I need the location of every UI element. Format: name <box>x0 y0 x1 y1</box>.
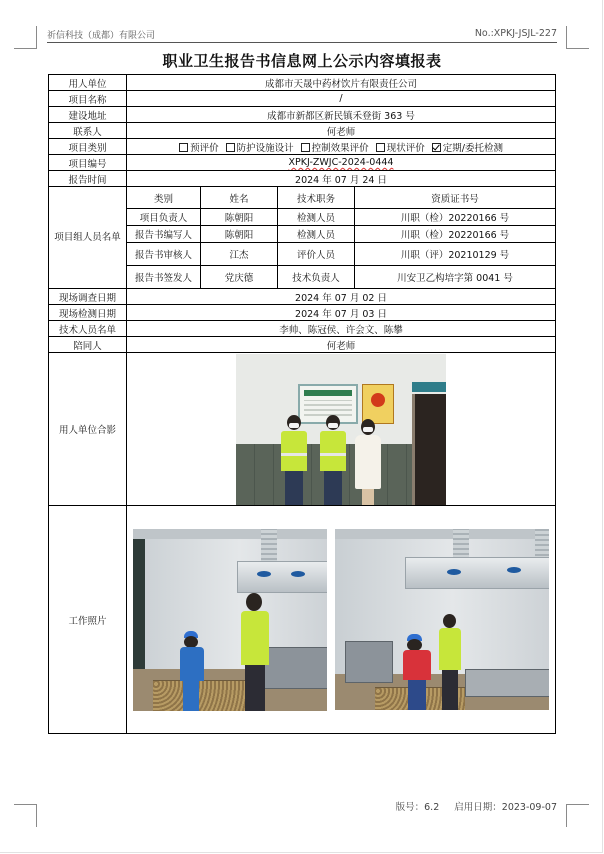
work-photos-cell <box>127 506 556 734</box>
project-no-text: XPKJ-ZWJC-2024-0444 <box>288 157 394 168</box>
crop-mark-top-left <box>14 26 37 49</box>
footer <box>384 799 557 813</box>
worker-figure <box>237 593 273 711</box>
team-role: 报告书审核人 <box>127 243 201 266</box>
value-project-no <box>127 155 556 171</box>
row-contact <box>49 123 556 139</box>
photo-poster <box>362 384 394 424</box>
category-option-pre-evaluation[interactable]: 预评价 <box>179 140 219 154</box>
info-table <box>48 74 556 734</box>
crop-mark-top-right <box>566 26 589 49</box>
row-project-no <box>49 155 556 171</box>
team-title: 检测人员 <box>278 226 355 243</box>
value-technicians: 李帅、陈冠侯、许会文、陈攀 <box>127 321 556 337</box>
category-option-status-evaluation[interactable]: 现状评价 <box>376 140 425 154</box>
team-header-title: 技术职务 <box>278 187 355 209</box>
photo-door <box>412 394 446 505</box>
value-companion: 何老师 <box>127 337 556 353</box>
checkbox-pre-evaluation[interactable] <box>179 143 188 152</box>
row-project-name <box>49 91 556 107</box>
label-contact: 联系人 <box>49 123 127 139</box>
label-test-date: 现场检测日期 <box>49 305 127 321</box>
team-role: 报告书编写人 <box>127 226 201 243</box>
crop-mark-bottom-left <box>14 804 37 827</box>
category-option-protection-design[interactable]: 防护设施设计 <box>226 140 294 154</box>
value-address: 成都市新都区新民镇禾登街 363 号 <box>127 107 556 123</box>
label-project-name: 项目名称 <box>49 91 127 107</box>
checkbox-protection-design[interactable] <box>226 143 235 152</box>
work-photo-1 <box>133 529 327 711</box>
team-title: 评价人员 <box>278 243 355 266</box>
work-photo-2 <box>335 529 549 710</box>
category-options <box>127 139 556 155</box>
checkbox-periodic-testing[interactable] <box>432 143 441 152</box>
team-header-row <box>49 187 556 209</box>
team-title: 技术负责人 <box>278 266 355 289</box>
team-title: 检测人员 <box>278 209 355 226</box>
label-category: 项目类别 <box>49 139 127 155</box>
team-cert: 川职（检）20220166 号 <box>355 226 556 243</box>
header-doc-number: No.:XPKJ-JSJL-227 <box>474 28 557 39</box>
team-name: 陈朝阳 <box>201 226 278 243</box>
row-companion <box>49 337 556 353</box>
label-employer: 用人单位 <box>49 75 127 91</box>
team-name: 陈朝阳 <box>201 209 278 226</box>
footer-version: 版号：6.2 <box>395 802 440 813</box>
row-employer <box>49 75 556 91</box>
value-test-date: 2024 年 07 月 03 日 <box>127 305 556 321</box>
team-role: 项目负责人 <box>127 209 201 226</box>
label-report-time: 报告时间 <box>49 171 127 187</box>
row-address <box>49 107 556 123</box>
row-work-photos <box>49 506 556 734</box>
value-report-time: 2024 年 07 月 24 日 <box>127 171 556 187</box>
label-companion: 陪同人 <box>49 337 127 353</box>
label-address: 建设地址 <box>49 107 127 123</box>
row-technicians <box>49 321 556 337</box>
worker-figure <box>179 631 205 711</box>
checkbox-status-evaluation[interactable] <box>376 143 385 152</box>
team-header-name: 姓名 <box>201 187 278 209</box>
row-test-date <box>49 305 556 321</box>
photo-person <box>280 415 308 505</box>
value-survey-date: 2024 年 07 月 02 日 <box>127 289 556 305</box>
header-company: 祈信科技（成都）有限公司 <box>47 31 156 41</box>
row-survey-date <box>49 289 556 305</box>
checkbox-control-effect[interactable] <box>301 143 310 152</box>
team-cert: 川安卫乙构培字第 0041 号 <box>355 266 556 289</box>
category-option-control-effect[interactable]: 控制效果评价 <box>301 140 369 154</box>
category-option-periodic-testing[interactable]: 定期/委托检测 <box>432 140 503 154</box>
photo-person <box>319 415 347 505</box>
label-technicians: 技术人员名单 <box>49 321 127 337</box>
label-project-no: 项目编号 <box>49 155 127 171</box>
label-work-photos: 工作照片 <box>49 506 127 734</box>
group-photo <box>236 354 446 505</box>
value-project-name: / <box>127 91 556 107</box>
team-header-role: 类别 <box>127 187 201 209</box>
photo-person <box>353 419 383 505</box>
label-survey-date: 现场调查日期 <box>49 289 127 305</box>
crop-mark-bottom-right <box>566 804 589 827</box>
value-employer: 成都市天晟中药材饮片有限责任公司 <box>127 75 556 91</box>
team-cert: 川职（评）20210129 号 <box>355 243 556 266</box>
label-team: 项目组人员名单 <box>49 187 127 289</box>
worker-figure <box>401 634 433 710</box>
label-group-photo: 用人单位合影 <box>49 353 127 506</box>
worker-figure <box>437 614 463 710</box>
header-rule <box>47 42 557 43</box>
row-group-photo <box>49 353 556 506</box>
team-name: 党庆德 <box>201 266 278 289</box>
team-header-cert: 资质证书号 <box>355 187 556 209</box>
row-category <box>49 139 556 155</box>
team-name: 江杰 <box>201 243 278 266</box>
footer-date: 启用日期：2023-09-07 <box>454 802 557 813</box>
page-title: 职业卫生报告书信息网上公示内容填报表 <box>162 52 442 70</box>
team-cert: 川职（检）20220166 号 <box>355 209 556 226</box>
group-photo-cell <box>127 353 556 506</box>
row-report-time <box>49 171 556 187</box>
value-contact: 何老师 <box>127 123 556 139</box>
team-role: 报告书签发人 <box>127 266 201 289</box>
